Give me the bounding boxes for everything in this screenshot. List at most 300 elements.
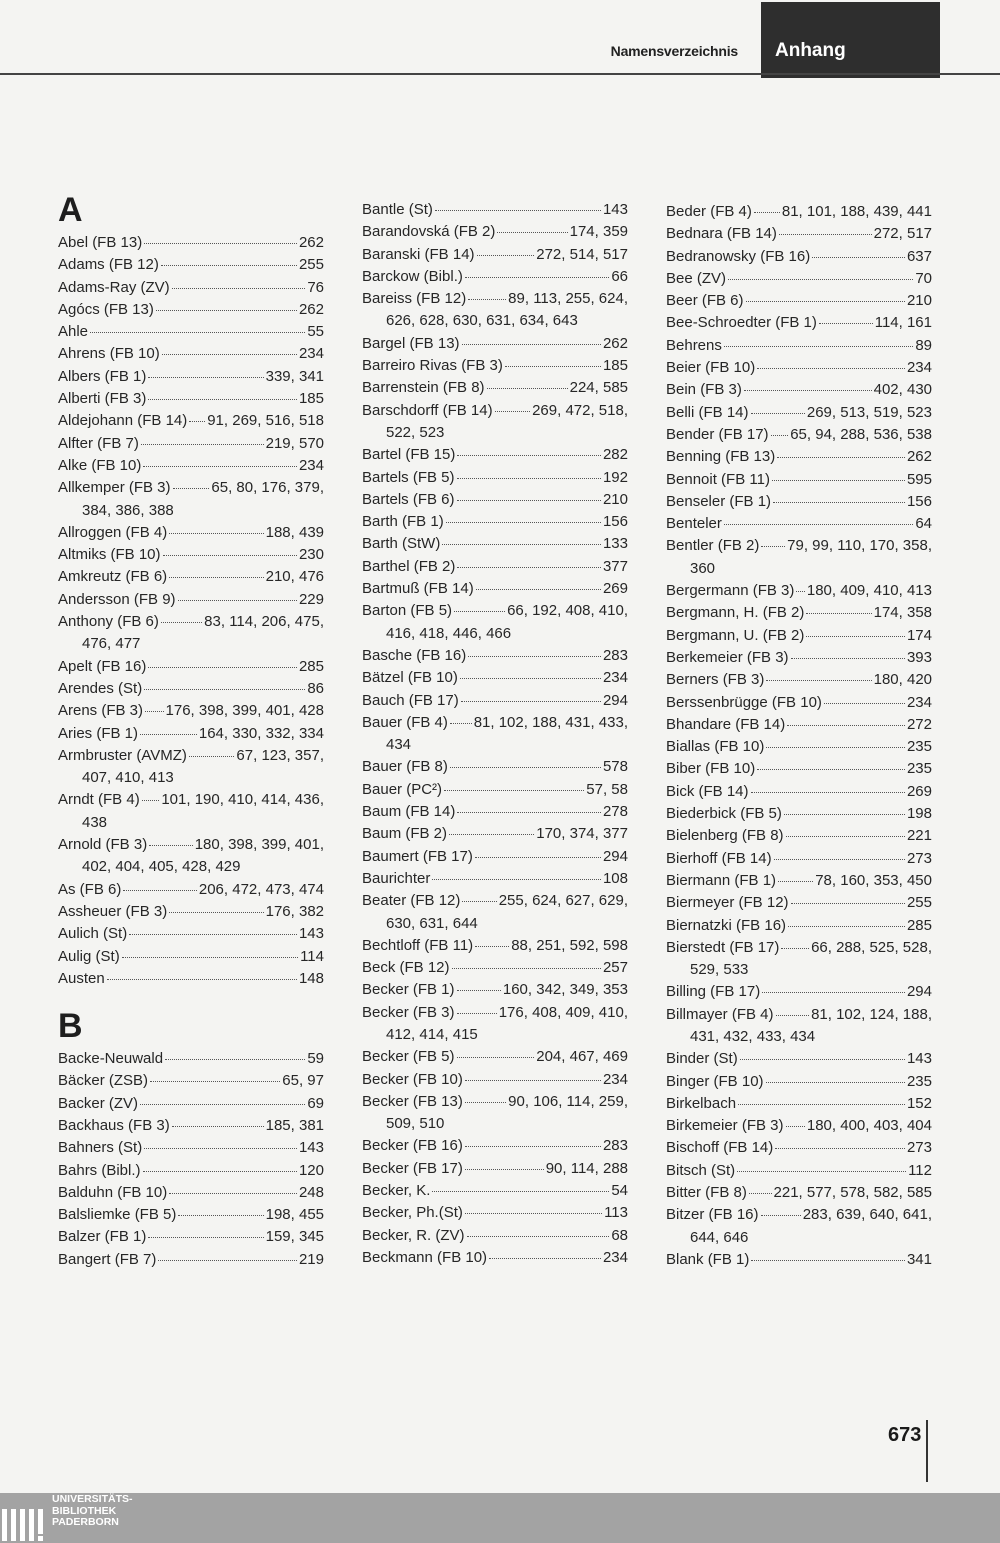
entry-name: Amkreutz (FB 6) — [58, 568, 168, 586]
entry-pages: 235 — [906, 1072, 932, 1090]
entry-name: Billing (FB 17) — [666, 983, 761, 1001]
entry-pages: 160, 342, 349, 353 — [502, 981, 628, 999]
entry-pages: 164, 330, 332, 334 — [198, 724, 324, 742]
entry-name: Beckmann (FB 10) — [362, 1248, 488, 1266]
entry-pages: 273 — [906, 1139, 932, 1157]
library-logo-icon — [2, 1495, 43, 1541]
entry-pages: 285 — [298, 657, 324, 675]
dot-leader — [751, 792, 905, 793]
entry-pages: 112 — [908, 1161, 932, 1179]
dot-leader — [786, 836, 905, 837]
entry-pages-continued: 626, 628, 630, 631, 634, 643 — [386, 312, 578, 330]
index-entry — [362, 690, 628, 712]
index-entry — [666, 1115, 932, 1137]
entry-pages: 219 — [298, 1250, 324, 1268]
dot-leader — [751, 1260, 905, 1261]
entry-pages: 234 — [298, 456, 324, 474]
index-entry — [666, 469, 932, 491]
index-entry — [666, 1160, 932, 1182]
entry-name: Behrens — [666, 336, 722, 354]
entry-pages: 230 — [298, 546, 324, 564]
index-entry — [362, 756, 628, 778]
index-entry — [58, 946, 324, 968]
entry-pages: 113 — [604, 1204, 628, 1222]
entry-name: Blank (FB 1) — [666, 1250, 750, 1268]
entry-name: Biederbick (FB 5) — [666, 805, 782, 823]
dot-leader — [161, 622, 202, 623]
entry-name: Bartmuß (FB 14) — [362, 580, 474, 598]
dot-leader — [143, 1171, 297, 1172]
header-rule — [0, 73, 1000, 75]
index-entry — [58, 522, 324, 544]
entry-pages: 262 — [906, 448, 932, 466]
page-number-rule — [926, 1420, 928, 1482]
entry-pages: 54 — [611, 1182, 628, 1200]
dot-leader — [796, 591, 804, 592]
index-entry — [666, 647, 932, 669]
dot-leader — [450, 767, 601, 768]
dot-leader — [444, 790, 584, 791]
index-entry — [666, 915, 932, 937]
index-entry — [666, 803, 932, 825]
entry-name: Becker (FB 16) — [362, 1137, 463, 1155]
dot-leader — [776, 1015, 810, 1016]
index-entry — [58, 656, 324, 678]
index-entry — [58, 477, 324, 522]
dot-leader — [505, 366, 601, 367]
index-entry — [666, 268, 932, 290]
entry-name: Adams-Ray (ZV) — [58, 278, 170, 296]
entry-pages-continued: 476, 477 — [82, 635, 141, 653]
entry-name: Belli (FB 14) — [666, 403, 749, 421]
entry-name: Arens (FB 3) — [58, 702, 144, 720]
dot-leader — [149, 845, 193, 846]
entry-pages: 114 — [300, 947, 324, 965]
entry-name: Becker (FB 5) — [362, 1048, 455, 1066]
dot-leader — [467, 1236, 610, 1237]
index-entry — [666, 758, 932, 780]
entry-pages: 255 — [298, 256, 324, 274]
entry-pages: 393 — [906, 648, 932, 666]
entry-name: Berners (FB 3) — [666, 671, 765, 689]
dot-leader — [489, 1258, 601, 1259]
entry-pages: 294 — [906, 983, 932, 1001]
entry-pages: 255 — [906, 894, 932, 912]
dot-leader — [773, 502, 905, 503]
dot-leader — [774, 859, 905, 860]
index-entry — [58, 901, 324, 923]
entry-pages: 185, 381 — [265, 1116, 324, 1134]
page-number: 673 — [888, 1424, 922, 1446]
dot-leader — [457, 812, 601, 813]
entry-pages: 69 — [307, 1094, 324, 1112]
dot-leader — [141, 444, 264, 445]
entry-pages: 68 — [611, 1226, 628, 1244]
entry-name: Barschdorff (FB 14) — [362, 401, 493, 419]
index-entry — [362, 1046, 628, 1068]
dot-leader — [144, 1148, 297, 1149]
index-entry — [362, 1225, 628, 1247]
entry-name: Bennoit (FB 11) — [666, 470, 770, 488]
index-entry — [362, 667, 628, 689]
entry-name: Bitsch (St) — [666, 1161, 736, 1179]
entry-name: Barth (StW) — [362, 535, 441, 553]
entry-name: Birkelbach — [666, 1094, 737, 1112]
dot-leader — [457, 1013, 497, 1014]
index-letter-heading: A — [58, 191, 83, 229]
entry-name: Berkemeier (FB 3) — [666, 648, 789, 666]
dot-leader — [165, 1059, 305, 1060]
entry-name: Aulig (St) — [58, 947, 120, 965]
index-entry — [362, 266, 628, 288]
dot-leader — [749, 1193, 772, 1194]
entry-name: Bätzel (FB 10) — [362, 669, 458, 687]
entry-name: Benteler — [666, 515, 722, 533]
dot-leader — [468, 299, 506, 300]
index-entry — [58, 544, 324, 566]
dot-leader — [775, 1148, 905, 1149]
entry-pages: 66, 288, 525, 528, — [811, 938, 932, 956]
entry-pages: 282 — [602, 446, 628, 464]
dot-leader — [812, 257, 905, 258]
index-entry — [666, 357, 932, 379]
index-entry — [362, 533, 628, 555]
entry-name: Alberti (FB 3) — [58, 390, 147, 408]
dot-leader — [169, 1193, 297, 1194]
dot-leader — [442, 544, 601, 545]
dot-leader — [761, 546, 785, 547]
entry-name: Bauer (FB 8) — [362, 758, 448, 776]
entry-name: Alfter (FB 7) — [58, 434, 139, 452]
entry-pages: 234 — [906, 359, 932, 377]
dot-leader — [143, 466, 297, 467]
entry-pages: 66 — [611, 267, 628, 285]
index-entry — [666, 290, 932, 312]
index-entry — [666, 1249, 932, 1271]
entry-name: Arnold (FB 3) — [58, 836, 148, 854]
entry-pages-continued: 529, 533 — [690, 961, 749, 979]
entry-pages: 269 — [602, 580, 628, 598]
entry-name: Alke (FB 10) — [58, 456, 142, 474]
index-entry — [58, 455, 324, 477]
index-entry — [58, 277, 324, 299]
entry-pages: 192 — [602, 468, 628, 486]
entry-name: Aulich (St) — [58, 925, 128, 943]
dot-leader — [461, 701, 601, 702]
entry-pages: 156 — [906, 492, 932, 510]
entry-name: Bäcker (ZSB) — [58, 1072, 149, 1090]
index-entry — [58, 343, 324, 365]
entry-name: Biermann (FB 1) — [666, 871, 777, 889]
dot-leader — [90, 332, 305, 333]
entry-pages: 176, 398, 399, 401, 428 — [165, 702, 324, 720]
entry-name: Becker, Ph.(St) — [362, 1204, 463, 1222]
index-entry — [58, 232, 324, 254]
index-entry — [666, 535, 932, 580]
entry-pages: 174 — [906, 626, 932, 644]
entry-name: Bierhoff (FB 14) — [666, 849, 772, 867]
entry-name: Allroggen (FB 4) — [58, 523, 168, 541]
index-entry — [362, 1002, 628, 1047]
dot-leader — [454, 611, 505, 612]
dot-leader — [781, 948, 809, 949]
entry-pages: 143 — [298, 925, 324, 943]
index-entry — [362, 1202, 628, 1224]
entry-pages: 188, 439 — [265, 523, 324, 541]
index-entry — [666, 312, 932, 334]
entry-name: Beater (FB 12) — [362, 892, 461, 910]
dot-leader — [150, 1081, 280, 1082]
dot-leader — [172, 288, 306, 289]
index-entry — [58, 879, 324, 901]
dot-leader — [161, 265, 297, 266]
dot-leader — [449, 834, 534, 835]
index-entry — [362, 355, 628, 377]
entry-name: Baumert (FB 17) — [362, 847, 473, 865]
index-entry — [58, 388, 324, 410]
index-entry — [362, 199, 628, 221]
dot-leader — [465, 277, 609, 278]
entry-pages: 176, 408, 409, 410, — [498, 1003, 628, 1021]
entry-name: Austen — [58, 969, 105, 987]
dot-leader — [806, 613, 871, 614]
dot-leader — [144, 689, 305, 690]
index-entry — [362, 1135, 628, 1157]
entry-name: Aldejohann (FB 14) — [58, 412, 188, 430]
entry-name: Bedranowsky (FB 16) — [666, 247, 811, 265]
dot-leader — [724, 346, 913, 347]
index-entry — [666, 602, 932, 624]
dot-leader — [465, 1102, 506, 1103]
dot-leader — [468, 656, 601, 657]
dot-leader — [162, 354, 297, 355]
dot-leader — [724, 524, 913, 525]
index-entry — [362, 846, 628, 868]
entry-pages: 59 — [307, 1050, 324, 1068]
dot-leader — [173, 488, 210, 489]
dot-leader — [784, 814, 905, 815]
dot-leader — [806, 636, 905, 637]
entry-name: Bartel (FB 15) — [362, 446, 456, 464]
entry-pages: 210 — [906, 292, 932, 310]
entry-pages: 272 — [906, 715, 932, 733]
entry-name: Beder (FB 4) — [666, 203, 752, 220]
entry-pages: 341 — [906, 1250, 932, 1268]
entry-name: Bergmann, U. (FB 2) — [666, 626, 805, 644]
entry-pages: 595 — [906, 470, 932, 488]
entry-pages: 79, 99, 110, 170, 358, — [787, 537, 932, 555]
entry-pages: 248 — [298, 1183, 324, 1201]
entry-name: Allkemper (FB 3) — [58, 479, 171, 497]
entry-pages: 206, 472, 473, 474 — [198, 880, 324, 898]
entry-pages-continued: 630, 631, 644 — [386, 914, 478, 932]
dot-leader — [158, 1260, 297, 1261]
entry-pages: 65, 80, 176, 379, — [211, 479, 324, 497]
index-entry — [666, 402, 932, 424]
entry-name: Backer (ZV) — [58, 1094, 139, 1112]
entry-name: Berssenbrügge (FB 10) — [666, 693, 822, 711]
entry-name: Barreiro Rivas (FB 3) — [362, 357, 503, 375]
entry-name: Billmayer (FB 4) — [666, 1005, 774, 1023]
dot-leader — [786, 1126, 805, 1127]
index-entry — [666, 625, 932, 647]
dot-leader — [142, 800, 160, 801]
dot-leader — [751, 413, 805, 414]
entry-pages: 174, 359 — [569, 223, 628, 241]
entry-name: Bhandare (FB 14) — [666, 715, 786, 733]
entry-pages: 180, 420 — [873, 671, 932, 689]
index-entry — [362, 1180, 628, 1202]
library-name-line: BIBLIOTHEK — [52, 1504, 117, 1517]
index-entry — [362, 890, 628, 935]
index-entry — [362, 1247, 628, 1269]
dot-leader — [771, 435, 789, 436]
dot-leader — [787, 725, 905, 726]
entry-pages: 234 — [602, 669, 628, 687]
index-entry — [666, 223, 932, 245]
index-entry — [362, 444, 628, 466]
dot-leader — [788, 926, 905, 927]
index-column-2 — [356, 199, 628, 1269]
entry-name: Baurichter — [362, 869, 431, 887]
entry-pages: 180, 400, 403, 404 — [806, 1117, 932, 1135]
dot-leader — [140, 1104, 305, 1105]
dot-leader — [148, 377, 263, 378]
entry-name: Bielenberg (FB 8) — [666, 827, 784, 845]
entry-pages: 64 — [915, 515, 932, 533]
entry-pages-continued: 384, 386, 388 — [82, 501, 174, 519]
index-entry — [666, 714, 932, 736]
entry-name: Beier (FB 10) — [666, 359, 756, 377]
dot-leader — [497, 232, 567, 233]
entry-name: Bangert (FB 7) — [58, 1250, 157, 1268]
index-entry — [362, 511, 628, 533]
entry-pages: 86 — [307, 679, 324, 697]
chapter-tab: Anhang — [761, 2, 940, 78]
entry-name: Bartels (FB 6) — [362, 490, 455, 508]
entry-pages: 114, 161 — [874, 314, 932, 332]
dot-leader — [746, 301, 905, 302]
entry-pages-continued: 402, 404, 405, 428, 429 — [82, 858, 241, 876]
index-entry — [362, 868, 628, 890]
dot-leader — [761, 1215, 801, 1216]
index-entry — [58, 968, 324, 990]
index-entry — [362, 957, 628, 979]
entry-name: Becker (FB 3) — [362, 1003, 455, 1021]
index-entry — [666, 736, 932, 758]
entry-pages-continued: 434 — [386, 736, 412, 754]
index-entry — [58, 789, 324, 834]
entry-pages: 67, 123, 357, — [236, 746, 324, 764]
dot-leader — [452, 968, 601, 969]
index-entry — [58, 1137, 324, 1159]
dot-leader — [476, 589, 601, 590]
dot-leader — [169, 912, 263, 913]
entry-pages: 294 — [602, 847, 628, 865]
entry-pages-continued: 438 — [82, 813, 108, 831]
dot-leader — [791, 658, 905, 659]
entry-pages: 143 — [298, 1139, 324, 1157]
index-entry — [666, 1048, 932, 1070]
entry-pages: 57, 58 — [586, 780, 628, 798]
index-column-1 — [52, 190, 324, 1271]
entry-pages: 269, 513, 519, 523 — [806, 403, 932, 421]
index-letter-heading: B — [58, 1007, 83, 1046]
entry-name: Anthony (FB 6) — [58, 613, 159, 631]
entry-pages: 262 — [602, 334, 628, 352]
index-entry — [58, 1182, 324, 1204]
index-entry — [666, 1071, 932, 1093]
entry-name: Binder (St) — [666, 1050, 738, 1068]
entry-name: Bitter (FB 8) — [666, 1184, 747, 1202]
index-entry — [362, 823, 628, 845]
index-entry — [58, 923, 324, 945]
dot-leader — [744, 390, 872, 391]
index-entry — [362, 979, 628, 1001]
entry-name: Balzer (FB 1) — [58, 1228, 147, 1246]
entry-pages: 185 — [602, 357, 628, 375]
entry-name: Becker, R. (ZV) — [362, 1226, 465, 1244]
index-entry — [666, 446, 932, 468]
entry-pages: 148 — [298, 969, 324, 987]
dot-leader — [462, 901, 496, 902]
entry-name: Becker (FB 13) — [362, 1092, 463, 1110]
index-entry — [362, 645, 628, 667]
dot-leader — [435, 210, 601, 211]
entry-pages: 272, 514, 517 — [536, 245, 628, 263]
entry-name: Bargel (FB 13) — [362, 334, 460, 352]
entry-name: Backhaus (FB 3) — [58, 1116, 170, 1134]
entry-name: Becker (FB 17) — [362, 1159, 463, 1177]
entry-name: Bick (FB 14) — [666, 782, 749, 800]
dot-leader — [766, 1082, 905, 1083]
entry-name: Balsliemke (FB 5) — [58, 1206, 177, 1224]
entry-name: Baranski (FB 14) — [362, 245, 475, 263]
entry-pages-continued: 416, 418, 446, 466 — [386, 624, 512, 642]
entry-name: Bein (FB 3) — [666, 381, 742, 399]
entry-pages: 224, 585 — [569, 379, 628, 397]
dot-leader — [432, 879, 601, 880]
dot-leader — [728, 279, 913, 280]
index-entry — [666, 201, 932, 223]
index-entry — [666, 825, 932, 847]
dot-leader — [791, 903, 905, 904]
dot-leader — [465, 1080, 601, 1081]
dot-leader — [457, 500, 601, 501]
entry-name: Bender (FB 17) — [666, 425, 769, 443]
entry-name: Bantle (St) — [362, 201, 433, 218]
entry-pages-continued: 412, 414, 415 — [386, 1025, 478, 1043]
entry-pages: 143 — [906, 1050, 932, 1068]
index-entry — [58, 589, 324, 611]
entry-name: Ahrens (FB 10) — [58, 345, 160, 363]
dot-leader — [738, 1104, 905, 1105]
index-entry — [58, 611, 324, 656]
index-entry — [362, 801, 628, 823]
index-entry — [58, 366, 324, 388]
index-entry — [362, 489, 628, 511]
entry-pages: 70 — [915, 269, 932, 287]
dot-leader — [778, 881, 813, 882]
entry-pages: 210 — [602, 490, 628, 508]
entry-name: Agócs (FB 13) — [58, 300, 154, 318]
index-entry — [58, 1115, 324, 1137]
entry-name: Barton (FB 5) — [362, 602, 453, 620]
dot-leader — [740, 1059, 905, 1060]
entry-name: Beer (FB 6) — [666, 292, 744, 310]
dot-leader — [169, 577, 263, 578]
index-entry — [58, 834, 324, 879]
